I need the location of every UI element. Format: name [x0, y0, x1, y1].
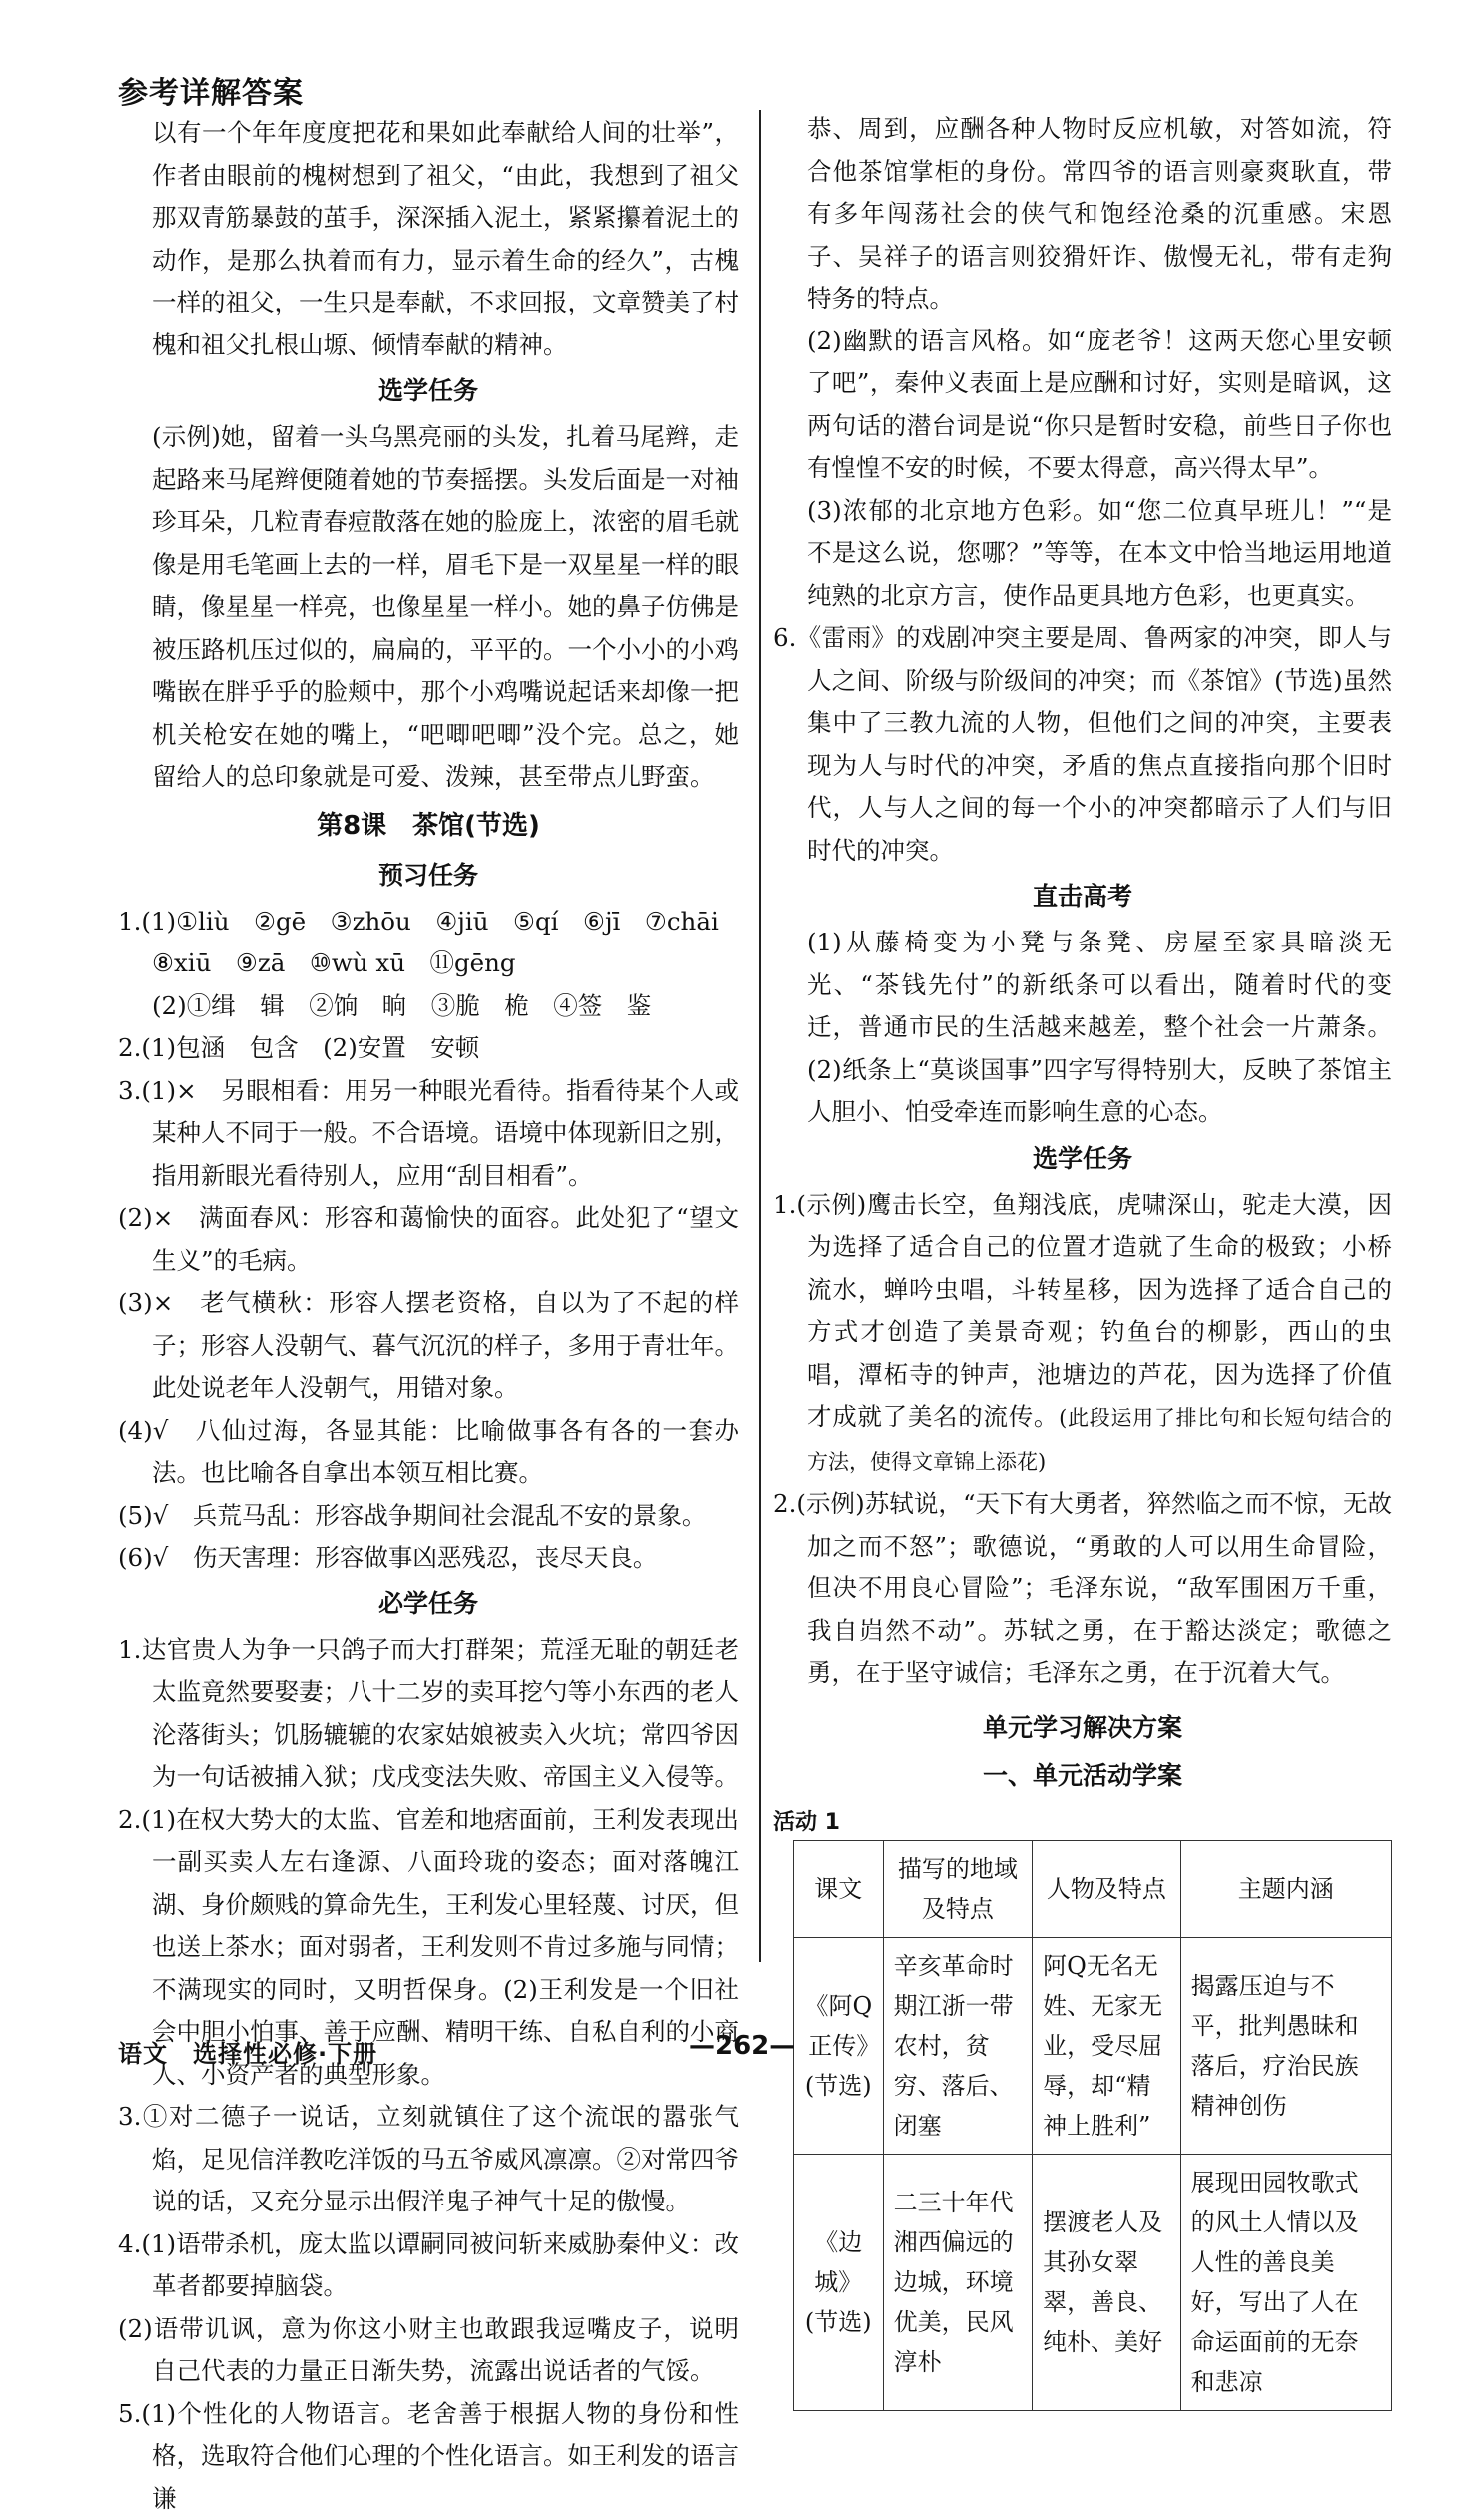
right-column	[773, 108, 1392, 2411]
table-cell: 《阿Q正传》(节选)	[794, 1937, 884, 2154]
table-cell: 辛亥革命时期江浙一带农村，贫穷、落后、闭塞	[883, 1937, 1033, 2154]
xuanxue-item-main: 1.(示例)鹰击长空，鱼翔浅底，虎啸深山，驼走大漠，因为选择了适合自己的位置才造就了生命的极致；小桥流水，蝉吟虫唱，斗转星移，因为选择了适合自己的方式才创造了美景奇观；钓鱼台的柳影，西山的虫唱，潭柘寺的钟声，池塘边的芦花，因为选择了价值才成就了美名的流传。	[773, 1190, 1392, 1432]
zhiji-heading: 直击高考	[773, 874, 1392, 920]
xuanxue-item-note: (此段运用了排比句和长短句结合的方法，使得文章锦上添花)	[807, 1406, 1392, 1474]
page-header-title: 参考详解答案	[118, 68, 304, 112]
bixue-heading: 必学任务	[118, 1581, 739, 1627]
bixue-item: 3.①对二德子一说话，立刻就镇住了这个流氓的嚣张气焰，足见信洋教吃洋饭的马五爷威风凛凛。②对常四爷说的话，又充分显示出假洋鬼子神气十足的傲慢。	[118, 2096, 739, 2223]
table-row	[794, 2154, 1392, 2410]
yuxi-item: 3.(1)× 另眼相看：用另一种眼光看待。指看待某个人或某种人不同于一般。不合语境。语境中体现新旧之别，指用新眼光看待别人，应用“刮目相看”。	[118, 1070, 739, 1198]
column-divider	[759, 110, 761, 1962]
xuanxue-heading: 选学任务	[118, 368, 739, 414]
unit-subheading: 一、单元活动学案	[773, 1753, 1392, 1799]
page-number: —262—	[689, 2031, 795, 2061]
table-cell: 二三十年代湘西偏远的边城，环境优美，民风淳朴	[883, 2154, 1033, 2410]
yuxi-item: 2.(1)包涵 包含 (2)安置 安顿	[118, 1027, 739, 1070]
xuanxue-item: 2.(示例)苏轼说，“天下有大勇者，猝然临之而不惊，无故加之而不怒”；歌德说，“勇敢的人可以用生命冒险，但决不用良心冒险”；毛泽东说，“敌军围困万千重，我自岿然不动”。苏轼之勇，在于豁达淡定；歌德之勇，在于坚守诚信；毛泽东之勇，在于沉着大气。	[773, 1483, 1392, 1695]
table-cell: 摆渡老人及其孙女翠翠，善良、纯朴、美好	[1033, 2154, 1180, 2410]
table-cell: 《边城》(节选)	[794, 2154, 884, 2410]
table-header: 课文	[794, 1840, 884, 1937]
xuanxue-heading-right: 选学任务	[773, 1136, 1392, 1182]
left-column	[118, 112, 739, 2520]
table-header-row	[794, 1840, 1392, 1937]
activity-table	[793, 1840, 1392, 2411]
answer-item: 6.《雷雨》的戏剧冲突主要是周、鲁两家的冲突，即人与人之间、阶级与阶级间的冲突；而《茶馆》(节选)虽然集中了三教九流的人物，但他们之间的冲突，主要表现为人与时代的冲突，矛盾的焦点直接指向那个旧时代，人与人之间的每一个小的冲突都暗示了人们与旧时代的冲突。	[773, 617, 1392, 872]
yuxi-item: 1.(1)①liù ②gē ③zhōu ④jiū ⑤qí ⑥jī ⑦chāi	[118, 901, 739, 944]
xuanxue-item	[773, 1184, 1392, 1484]
yuxi-item: (2)× 满面春风：形容和蔼愉快的面容。此处犯了“望文生义”的毛病。	[118, 1197, 739, 1282]
answer-continuation: 恭、周到，应酬各种人物时反应机敏，对答如流，符合他茶馆掌柜的身份。常四爷的语言则豪爽耿直，带有多年闯荡社会的侠气和饱经沧桑的沉重感。宋恩子、吴祥子的语言则狡猾奸诈、傲慢无礼，带有走狗特务的特点。	[773, 108, 1392, 320]
answer-item: (2)幽默的语言风格。如“庞老爷！这两天您心里安顿了吧”，秦仲义表面上是应酬和讨好，实则是暗讽，这两句话的潜台词是说“你只是暂时安稳，前些日子你也有惶惶不安的时候，不要太得意，高兴得太早”。	[773, 320, 1392, 490]
yuxi-heading: 预习任务	[118, 853, 739, 899]
bixue-item: 4.(1)语带杀机，庞太监以谭嗣同被问斩来威胁秦仲义：改革者都要掉脑袋。	[118, 2223, 739, 2308]
bixue-item: 1.达官贵人为争一只鸽子而大打群架；荒淫无耻的朝廷老太监竟然要娶妻；八十二岁的卖耳挖勺等小东西的老人沦落街头；饥肠辘辘的农家姑娘被卖入火坑；常四爷因为一句话被捕入狱；戊戌变法失败、帝国主义入侵等。	[118, 1629, 739, 1799]
table-header: 主题内涵	[1180, 1840, 1391, 1937]
yuxi-item: (4)√ 八仙过海，各显其能：比喻做事各有各的一套办法。也比喻各自拿出本领互相比赛。	[118, 1410, 739, 1495]
table-cell: 展现田园牧歌式的风土人情以及人性的善良美好，写出了人在命运面前的无奈和悲凉	[1180, 2154, 1391, 2410]
bixue-item: (2)语带讥讽，意为你这小财主也敢跟我逗嘴皮子，说明自己代表的力量正日渐失势，流露出说话者的气馁。	[118, 2308, 739, 2393]
bixue-item: 5.(1)个性化的人物语言。老舍善于根据人物的身份和性格，选取符合他们心理的个性化语言。如王利发的语言谦	[118, 2393, 739, 2520]
table-row	[794, 1937, 1392, 2154]
table-cell: 揭露压迫与不平，批判愚昧和落后，疗治民族精神创伤	[1180, 1937, 1391, 2154]
yuxi-item: (6)√ 伤天害理：形容做事凶恶残忍，丧尽天良。	[118, 1537, 739, 1579]
table-cell: 阿Q无名无姓、无家无业，受尽屈辱，却“精神上胜利”	[1033, 1937, 1180, 2154]
intro-paragraph: 以有一个年年度度把花和果如此奉献给人间的壮举”，作者由眼前的槐树想到了祖父，“由此，我想到了祖父那双青筋暴鼓的茧手，深深插入泥土，紧紧攥着泥土的动作，是那么执着而有力，显示着生命的经久”，古槐一样的祖父，一生只是奉献，不求回报，文章赞美了村槐和祖父扎根山塬、倾情奉献的精神。	[118, 112, 739, 366]
zhiji-paragraph: (1)从藤椅变为小凳与条凳、房屋至家具暗淡无光、“茶钱先付”的新纸条可以看出，随着时代的变迁，普通市民的生活越来越差，整个社会一片萧条。(2)纸条上“莫谈国事”四字写得特别大，反映了茶馆主人胆小、怕受牵连而影响生意的心态。	[773, 922, 1392, 1134]
yuxi-item: (3)× 老气横秋：形容人摆老资格，自以为了不起的样子；形容人没朝气、暮气沉沉的样子，多用于青壮年。此处说老年人没朝气，用错对象。	[118, 1282, 739, 1410]
lesson-title: 第8课 茶馆(节选)	[118, 803, 739, 849]
table-header: 人物及特点	[1033, 1840, 1180, 1937]
yuxi-item: (2)①缉 辑 ②饷 晌 ③脆 桅 ④签 鉴	[118, 985, 739, 1028]
yuxi-item: ⑧xiū ⑨zā ⑩wù xū ⑪gēng	[118, 943, 739, 985]
unit-heading: 单元学习解决方案	[773, 1705, 1392, 1751]
footer-book-title: 语文 选择性必修·下册	[118, 2034, 377, 2069]
yuxi-item: (5)√ 兵荒马乱：形容战争期间社会混乱不安的景象。	[118, 1495, 739, 1538]
table-header: 描写的地域及特点	[883, 1840, 1033, 1937]
xuanxue-paragraph: (示例)她，留着一头乌黑亮丽的头发，扎着马尾辫，走起路来马尾辫便随着她的节奏摇摆。头发后面是一对袖珍耳朵，几粒青春痘散落在她的脸庞上，浓密的眉毛就像是用毛笔画上去的一样，眉毛下是一双星星一样的眼睛，像星星一样亮，也像星星一样小。她的鼻子仿佛是被压路机压过似的，扁扁的，平平的。一个小小的小鸡嘴嵌在胖乎乎的脸颊中，那个小鸡嘴说起话来却像一把机关枪安在她的嘴上，“吧唧吧唧”没个完。总之，她留给人的总印象就是可爱、泼辣，甚至带点儿野蛮。	[118, 416, 739, 799]
bixue-item: 2.(1)在权大势大的太监、官差和地痞面前，王利发表现出一副买卖人左右逢源、八面玲珑的姿态；面对落魄江湖、身价颇贱的算命先生，王利发心里轻蔑、讨厌，但也送上茶水；面对弱者，王利发则不肯过多施与同情；不满现实的同时，又明哲保身。(2)王利发是一个旧社会中胆小怕事、善于应酬、精明干练、自私自利的小商人、小资产者的典型形象。	[118, 1799, 739, 2097]
answer-item: (3)浓郁的北京地方色彩。如“您二位真早班儿！”“是不是这么说，您哪？”等等，在本文中恰当地运用地道纯熟的北京方言，使作品更具地方色彩，也更真实。	[773, 490, 1392, 618]
activity-label: 活动 1	[773, 1805, 1392, 1836]
